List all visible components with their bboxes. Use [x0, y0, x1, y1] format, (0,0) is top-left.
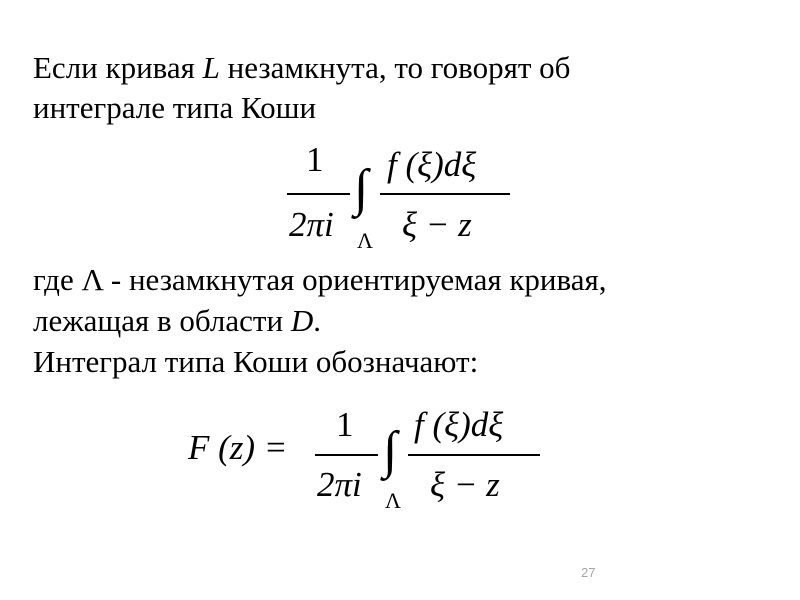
formula2-integrand-denominator: ξ − z	[430, 465, 500, 504]
integral-sign: ∫	[354, 160, 369, 217]
where-text-b: - незамкнутая ориентируемая кривая,	[103, 262, 607, 297]
formula2-lhs: F (z) =	[188, 428, 288, 467]
formula2-integrand-numerator: f (ξ)dξ	[414, 405, 504, 444]
formula1-coef-numerator: 1	[306, 140, 324, 179]
contour-lambda: Λ	[357, 228, 373, 253]
formula2-coef-denominator: 2πi	[317, 465, 362, 504]
formula2-coef-fraction-bar	[315, 454, 378, 456]
lambda-symbol: Λ	[81, 262, 104, 297]
formula1-integrand-numerator: f (ξ)dξ	[387, 145, 477, 184]
page-number: 27	[581, 565, 596, 580]
lying-text-b: .	[313, 303, 321, 338]
lying-text-a: лежащая в области	[33, 303, 291, 338]
domain-variable-D: D	[290, 303, 314, 338]
contour-lambda: Λ	[385, 488, 401, 513]
formula1-integrand-denominator: ξ − z	[402, 205, 472, 244]
denote-line: Интеграл типа Коши обозначают:	[33, 344, 479, 379]
formula1-coef-denominator: 2πi	[289, 205, 334, 244]
formula2-integrand-fraction-bar	[408, 454, 540, 456]
integral-sign: ∫	[383, 422, 398, 479]
curve-variable-L: L	[202, 50, 220, 85]
intro-line-2: интеграле типа Коши	[33, 90, 317, 125]
formula2-coef-numerator: 1	[336, 405, 354, 444]
intro-text-a: Если кривая	[33, 50, 203, 85]
intro-text-b: незамкнута, то говорят об	[219, 50, 571, 85]
where-text-a: где	[33, 262, 82, 297]
